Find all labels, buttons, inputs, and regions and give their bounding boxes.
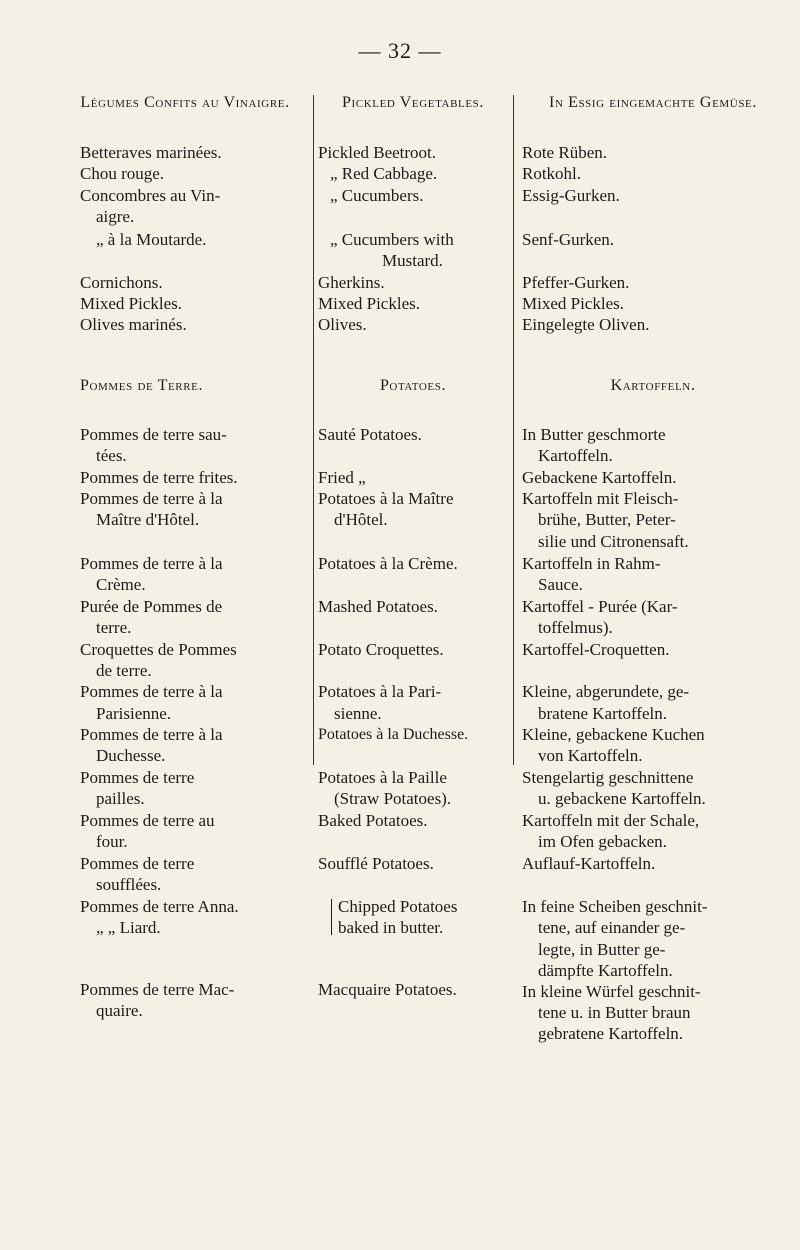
list-item: Pommes de terre frites. — [80, 468, 238, 487]
list-item: Kartoffeln mit der Schale, — [522, 811, 700, 830]
list-item: In kleine Würfel geschnit- — [522, 982, 701, 1001]
list-item: Sauté Potatoes. — [318, 425, 422, 444]
list-item: Croquettes de Pommes — [80, 640, 237, 659]
list-item: Potatoes à la Maître — [318, 489, 454, 508]
list-item: In feine Scheiben geschnit- — [522, 897, 708, 916]
column-divider-1 — [313, 95, 314, 765]
list-item: sienne. — [334, 704, 382, 723]
list-item: Chou rouge. — [80, 164, 165, 183]
list-item: Gebackene Kartoffeln. — [522, 468, 677, 487]
list-item: gebratene Kartoffeln. — [538, 1024, 684, 1043]
list-item: Pommes de terre sau- — [80, 425, 227, 444]
header-pommes-de-terre: Pommes de Terre. — [80, 377, 204, 394]
list-item: quaire. — [96, 1001, 143, 1020]
list-item: terre. — [96, 618, 132, 637]
column-divider-2b — [513, 100, 514, 758]
list-item: (Straw Potatoes). — [334, 789, 452, 808]
list-item: brühe, Butter, Peter- — [538, 510, 676, 529]
list-item: d'Hôtel. — [334, 510, 388, 529]
page-number: — 32 — — [358, 38, 442, 63]
list-item: Mixed Pickles. — [318, 294, 420, 313]
list-item: Cornichons. — [80, 273, 163, 292]
list-item: Potatoes à la Duchesse. — [318, 726, 469, 743]
list-item: Auflauf-Kartoffeln. — [522, 854, 656, 873]
header-legumes: Légumes Confits au Vinaigre. — [80, 94, 290, 111]
list-item: Pfeffer-Gurken. — [522, 273, 630, 292]
list-item: soufflées. — [96, 875, 162, 894]
list-item: Chipped Potatoes — [338, 897, 458, 916]
list-item: Rote Rüben. — [522, 143, 607, 162]
list-item: Soufflé Potatoes. — [318, 854, 434, 873]
list-item: „ Cucumbers with — [330, 230, 454, 249]
list-item: Eingelegte Oliven. — [522, 315, 650, 334]
list-item: von Kartoffeln. — [538, 746, 643, 765]
list-item: Olives. — [318, 315, 367, 334]
list-item: tene u. in Butter braun — [538, 1003, 691, 1022]
list-item: dämpfte Kartoffeln. — [538, 961, 673, 980]
list-item: tées. — [96, 446, 127, 465]
header-essig-gemuese: In Essig eingemachte Gemüse. — [549, 94, 757, 111]
header-potatoes: Potatoes. — [379, 377, 447, 394]
list-item: Mashed Potatoes. — [318, 597, 438, 616]
list-item: Olives marinés. — [80, 315, 187, 334]
list-item: Duchesse. — [96, 746, 166, 765]
list-item: legte, in Butter ge- — [538, 940, 666, 959]
list-item: Concombres au Vin- — [80, 186, 221, 205]
list-item: pailles. — [96, 789, 145, 808]
list-item: Kartoffel-Croquetten. — [522, 640, 670, 659]
list-item: Senf-Gurken. — [522, 230, 615, 249]
list-item: Mustard. — [382, 251, 443, 270]
list-item: u. gebackene Kartoffeln. — [538, 789, 706, 808]
list-item: aigre. — [96, 207, 135, 226]
list-item: Rotkohl. — [522, 164, 582, 183]
list-item: Sauce. — [538, 575, 583, 594]
list-item: Kartoffeln in Rahm- — [522, 554, 661, 573]
list-item: four. — [96, 832, 128, 851]
list-item: de terre. — [96, 661, 152, 680]
list-item: „ Red Cabbage. — [330, 164, 438, 183]
list-item: Stengelartig geschnittene — [522, 768, 694, 787]
list-item: Maître d'Hôtel. — [96, 510, 200, 529]
list-item: Purée de Pommes de — [80, 597, 223, 616]
list-item: im Ofen gebacken. — [538, 832, 667, 851]
list-item: Potatoes à la Crème. — [318, 554, 458, 573]
list-item: In Butter geschmorte — [522, 425, 666, 444]
list-item: Macquaire Potatoes. — [318, 980, 457, 999]
list-item: „ „ Liard. — [96, 918, 161, 937]
list-item: Pommes de terre Anna. — [80, 897, 239, 916]
header-pickled-vegetables: Pickled Vegetables. — [342, 94, 484, 111]
list-item: Parisienne. — [96, 704, 172, 723]
list-item: „ Cucumbers. — [330, 186, 424, 205]
list-item: Kleine, gebackene Kuchen — [522, 725, 705, 744]
list-item: Potatoes à la Pari- — [318, 682, 442, 701]
list-item: Baked Potatoes. — [318, 811, 428, 830]
brace-mark — [331, 899, 332, 935]
list-item: Pickled Beetroot. — [318, 143, 437, 162]
list-item: Pommes de terre — [80, 854, 195, 873]
list-item: Fried „ — [318, 468, 366, 487]
list-item: Pommes de terre — [80, 768, 195, 787]
list-item: Gherkins. — [318, 273, 385, 292]
list-item: Potato Croquettes. — [318, 640, 444, 659]
list-item: bratene Kartoffeln. — [538, 704, 668, 723]
list-item: toffelmus). — [538, 618, 613, 637]
list-item: Kartoffel - Purée (Kar- — [522, 597, 678, 616]
list-item: Mixed Pickles. — [80, 294, 182, 313]
list-item: Kleine, abgerundete, ge- — [522, 682, 690, 701]
list-item: Pommes de terre à la — [80, 682, 223, 701]
list-item: Pommes de terre à la — [80, 489, 223, 508]
header-kartoffeln: Kartoffeln. — [610, 377, 696, 394]
list-item: silie und Citronensaft. — [538, 532, 689, 551]
list-item: baked in butter. — [338, 918, 444, 937]
list-item: tene, auf einander ge- — [538, 918, 686, 937]
list-item: Pommes de terre à la — [80, 554, 223, 573]
list-item: „ à la Moutarde. — [96, 230, 207, 249]
list-item: Pommes de terre Mac- — [80, 980, 235, 999]
list-item: Pommes de terre au — [80, 811, 215, 830]
list-item: Betteraves marinées. — [80, 143, 222, 162]
list-item: Potatoes à la Paille — [318, 768, 447, 787]
list-item: Crème. — [96, 575, 146, 594]
list-item: Mixed Pickles. — [522, 294, 624, 313]
list-item: Kartoffeln mit Fleisch- — [522, 489, 679, 508]
list-item: Pommes de terre à la — [80, 725, 223, 744]
list-item: Kartoffeln. — [538, 446, 613, 465]
list-item: Essig-Gurken. — [522, 186, 620, 205]
